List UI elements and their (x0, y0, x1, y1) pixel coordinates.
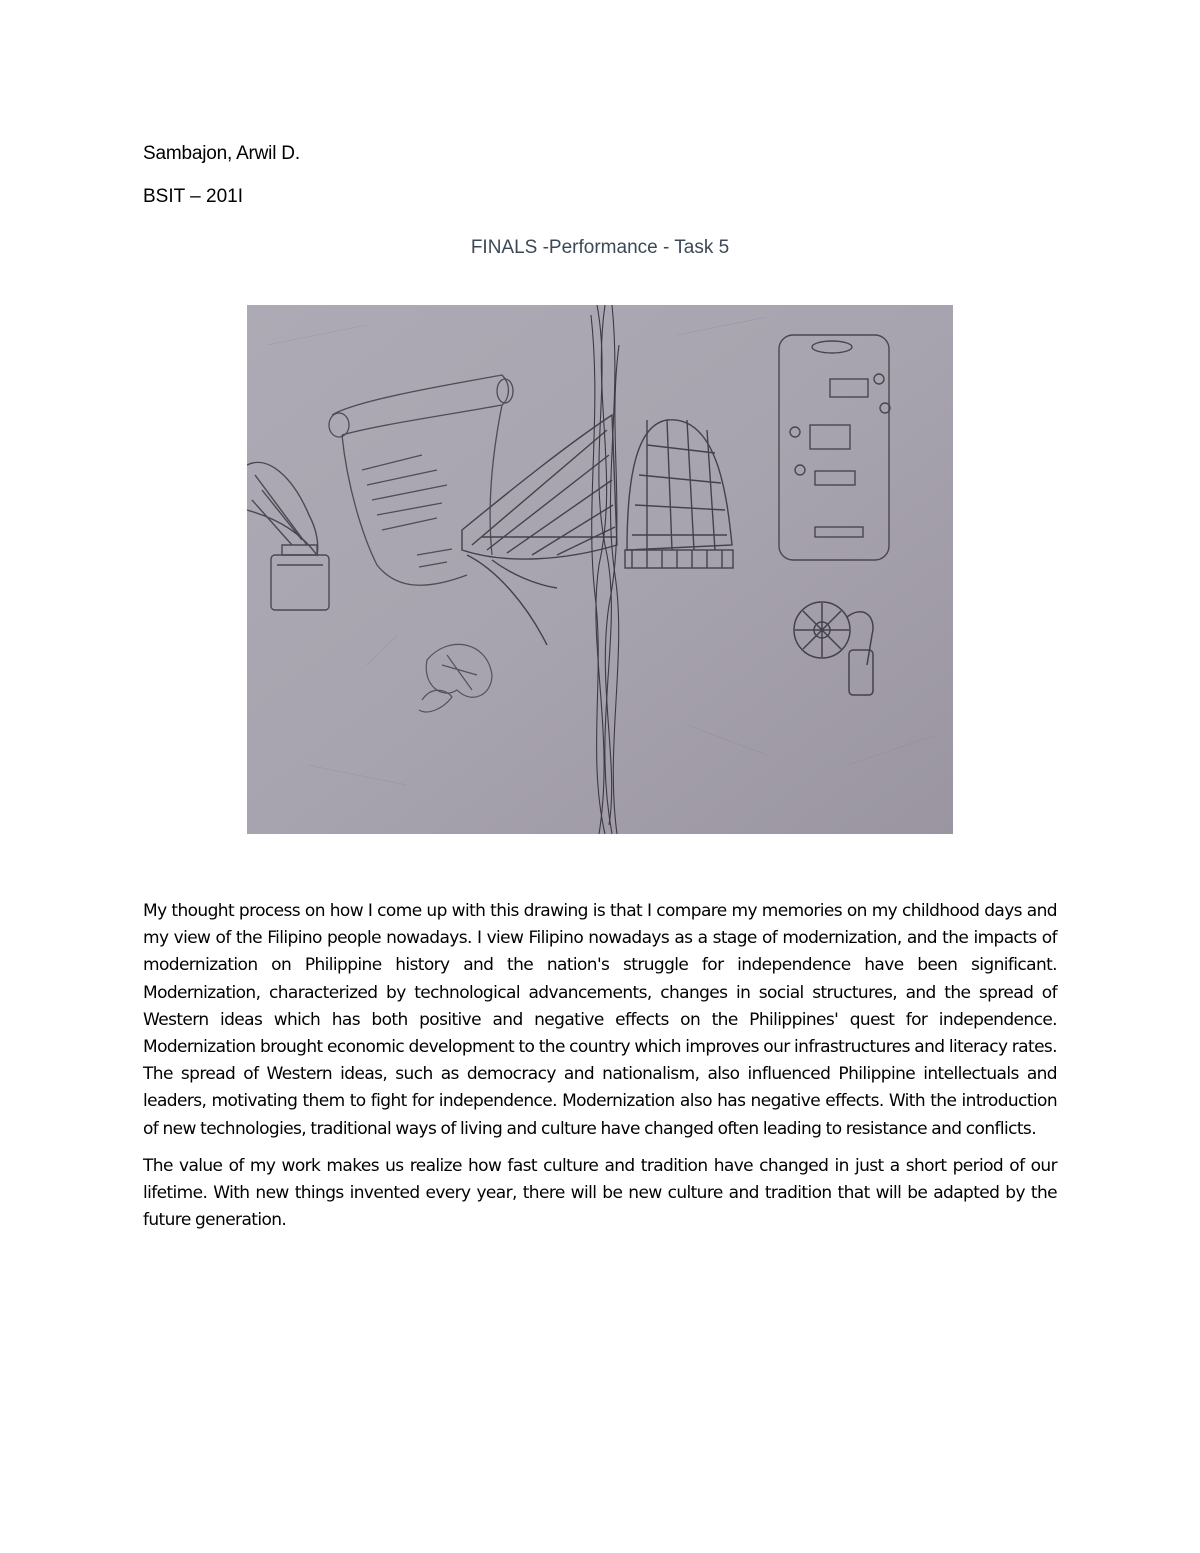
author-name: Sambajon, Arwil D. (143, 143, 300, 164)
paper-background (247, 305, 953, 834)
document-title: FINALS -Performance - Task 5 (470, 237, 730, 258)
pencil-drawing-photo (247, 305, 953, 834)
essay-body (143, 898, 1057, 1244)
essay-paragraph-1: My thought process on how I come up with this drawing is that I compare my memories on my childhood days and my view of the Filipino people nowadays. I view Filipino nowadays as a stage of modernization, and the impacts of modernization on Philippine history and the nation's struggle for independence have been significant. Modernization, characterized by technological advancements, changes in social structures, and the spread of Western ideas which has both positive and negative effects on the Philippines' quest for independence. Modernization brought economic development to the country which improves our infrastructures and literacy rates. The spread of Western ideas, such as democracy and nationalism, also influenced Philippine intellectuals and leaders, motivating them to fight for independence. Modernization also has negative effects. With the introduction of new technologies, traditional ways of living and culture have changed often leading to resistance and conflicts. (143, 901, 1057, 1139)
class-section: BSIT – 201I (143, 186, 243, 207)
essay-paragraph-2: The value of my work makes us realize how fast culture and tradition have changed in just a short period of our lifetime. With new things invented every year, there will be new culture and tradition that will be adapted by the future generation. (143, 1155, 1057, 1231)
